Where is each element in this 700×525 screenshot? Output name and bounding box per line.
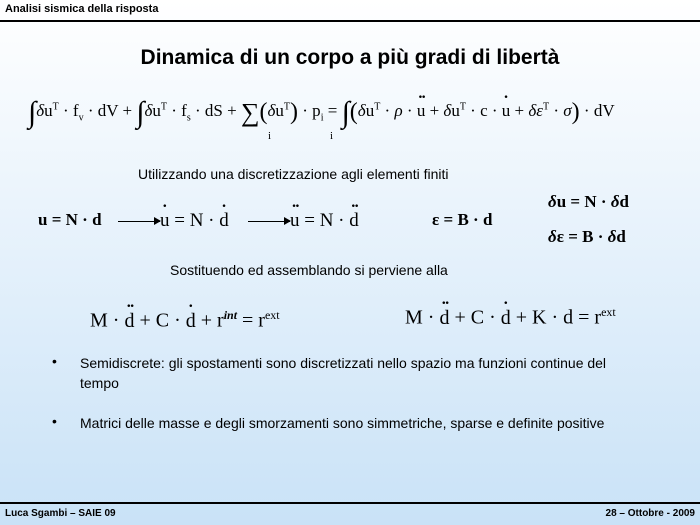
- intro-text: Utilizzando una discretizzazione agli elementi finiti: [138, 166, 449, 182]
- bullet-semidiscrete: Semidiscrete: gli spostamenti sono discretizzati nello spazio ma funzioni continue del tempo: [80, 355, 607, 391]
- footer-date: 28 – Ottobre - 2009: [605, 508, 695, 519]
- eps-definition: ε = B · d: [432, 210, 493, 229]
- footer-author: Luca Sgambi – SAIE 09: [5, 508, 116, 519]
- bullet-matrices: Matrici delle masse e degli smorzamenti sono simmetriche, sparse e definite positive: [80, 415, 605, 431]
- equation-rint: M · ·· d + C · · $d + r^{int} = r^{ext}$: [90, 308, 280, 333]
- sum-index: i: [268, 130, 272, 142]
- header-title: Analisi sismica della risposta: [5, 3, 159, 15]
- arrow-2: [248, 221, 290, 222]
- arrow-1: [118, 221, 160, 222]
- slide-title: Dinamica di un corpo a più gradi di libertà: [140, 46, 560, 69]
- deps-definition: δε = B · δd: [548, 227, 626, 246]
- equation-linear: M · ·· d + C · · $d + K \cdot d = r^{ext}$: [405, 305, 616, 330]
- u-definition: u = N · d: [38, 210, 102, 229]
- footer-rule: [0, 502, 700, 504]
- assembly-text: Sostituendo ed assemblando si perviene alla: [170, 262, 448, 278]
- udot-definition: · u = N · · d: [160, 210, 229, 232]
- virtual-work-equation: $\int\delta u^T \cdot f_v$ · dV + $\int\delta u^T \cdot f_s$ · dS + $\sum(\delta u^T) \cdot p_i = \int(\delta u^T \cdot \rho$ · ·· $u + \delta u^T \cdot c$ · · $u + \delta\varepsilon^T \cdot \sigma$) · dV: [28, 96, 615, 130]
- uddot-definition: ·· u = N · ·· d: [290, 210, 359, 232]
- bullet-marker-2: •: [52, 413, 57, 429]
- paren-index: i: [330, 130, 334, 142]
- header-rule: [0, 20, 700, 22]
- du-definition: δu = N · δd: [548, 192, 629, 211]
- bullet-marker-1: •: [52, 353, 57, 369]
